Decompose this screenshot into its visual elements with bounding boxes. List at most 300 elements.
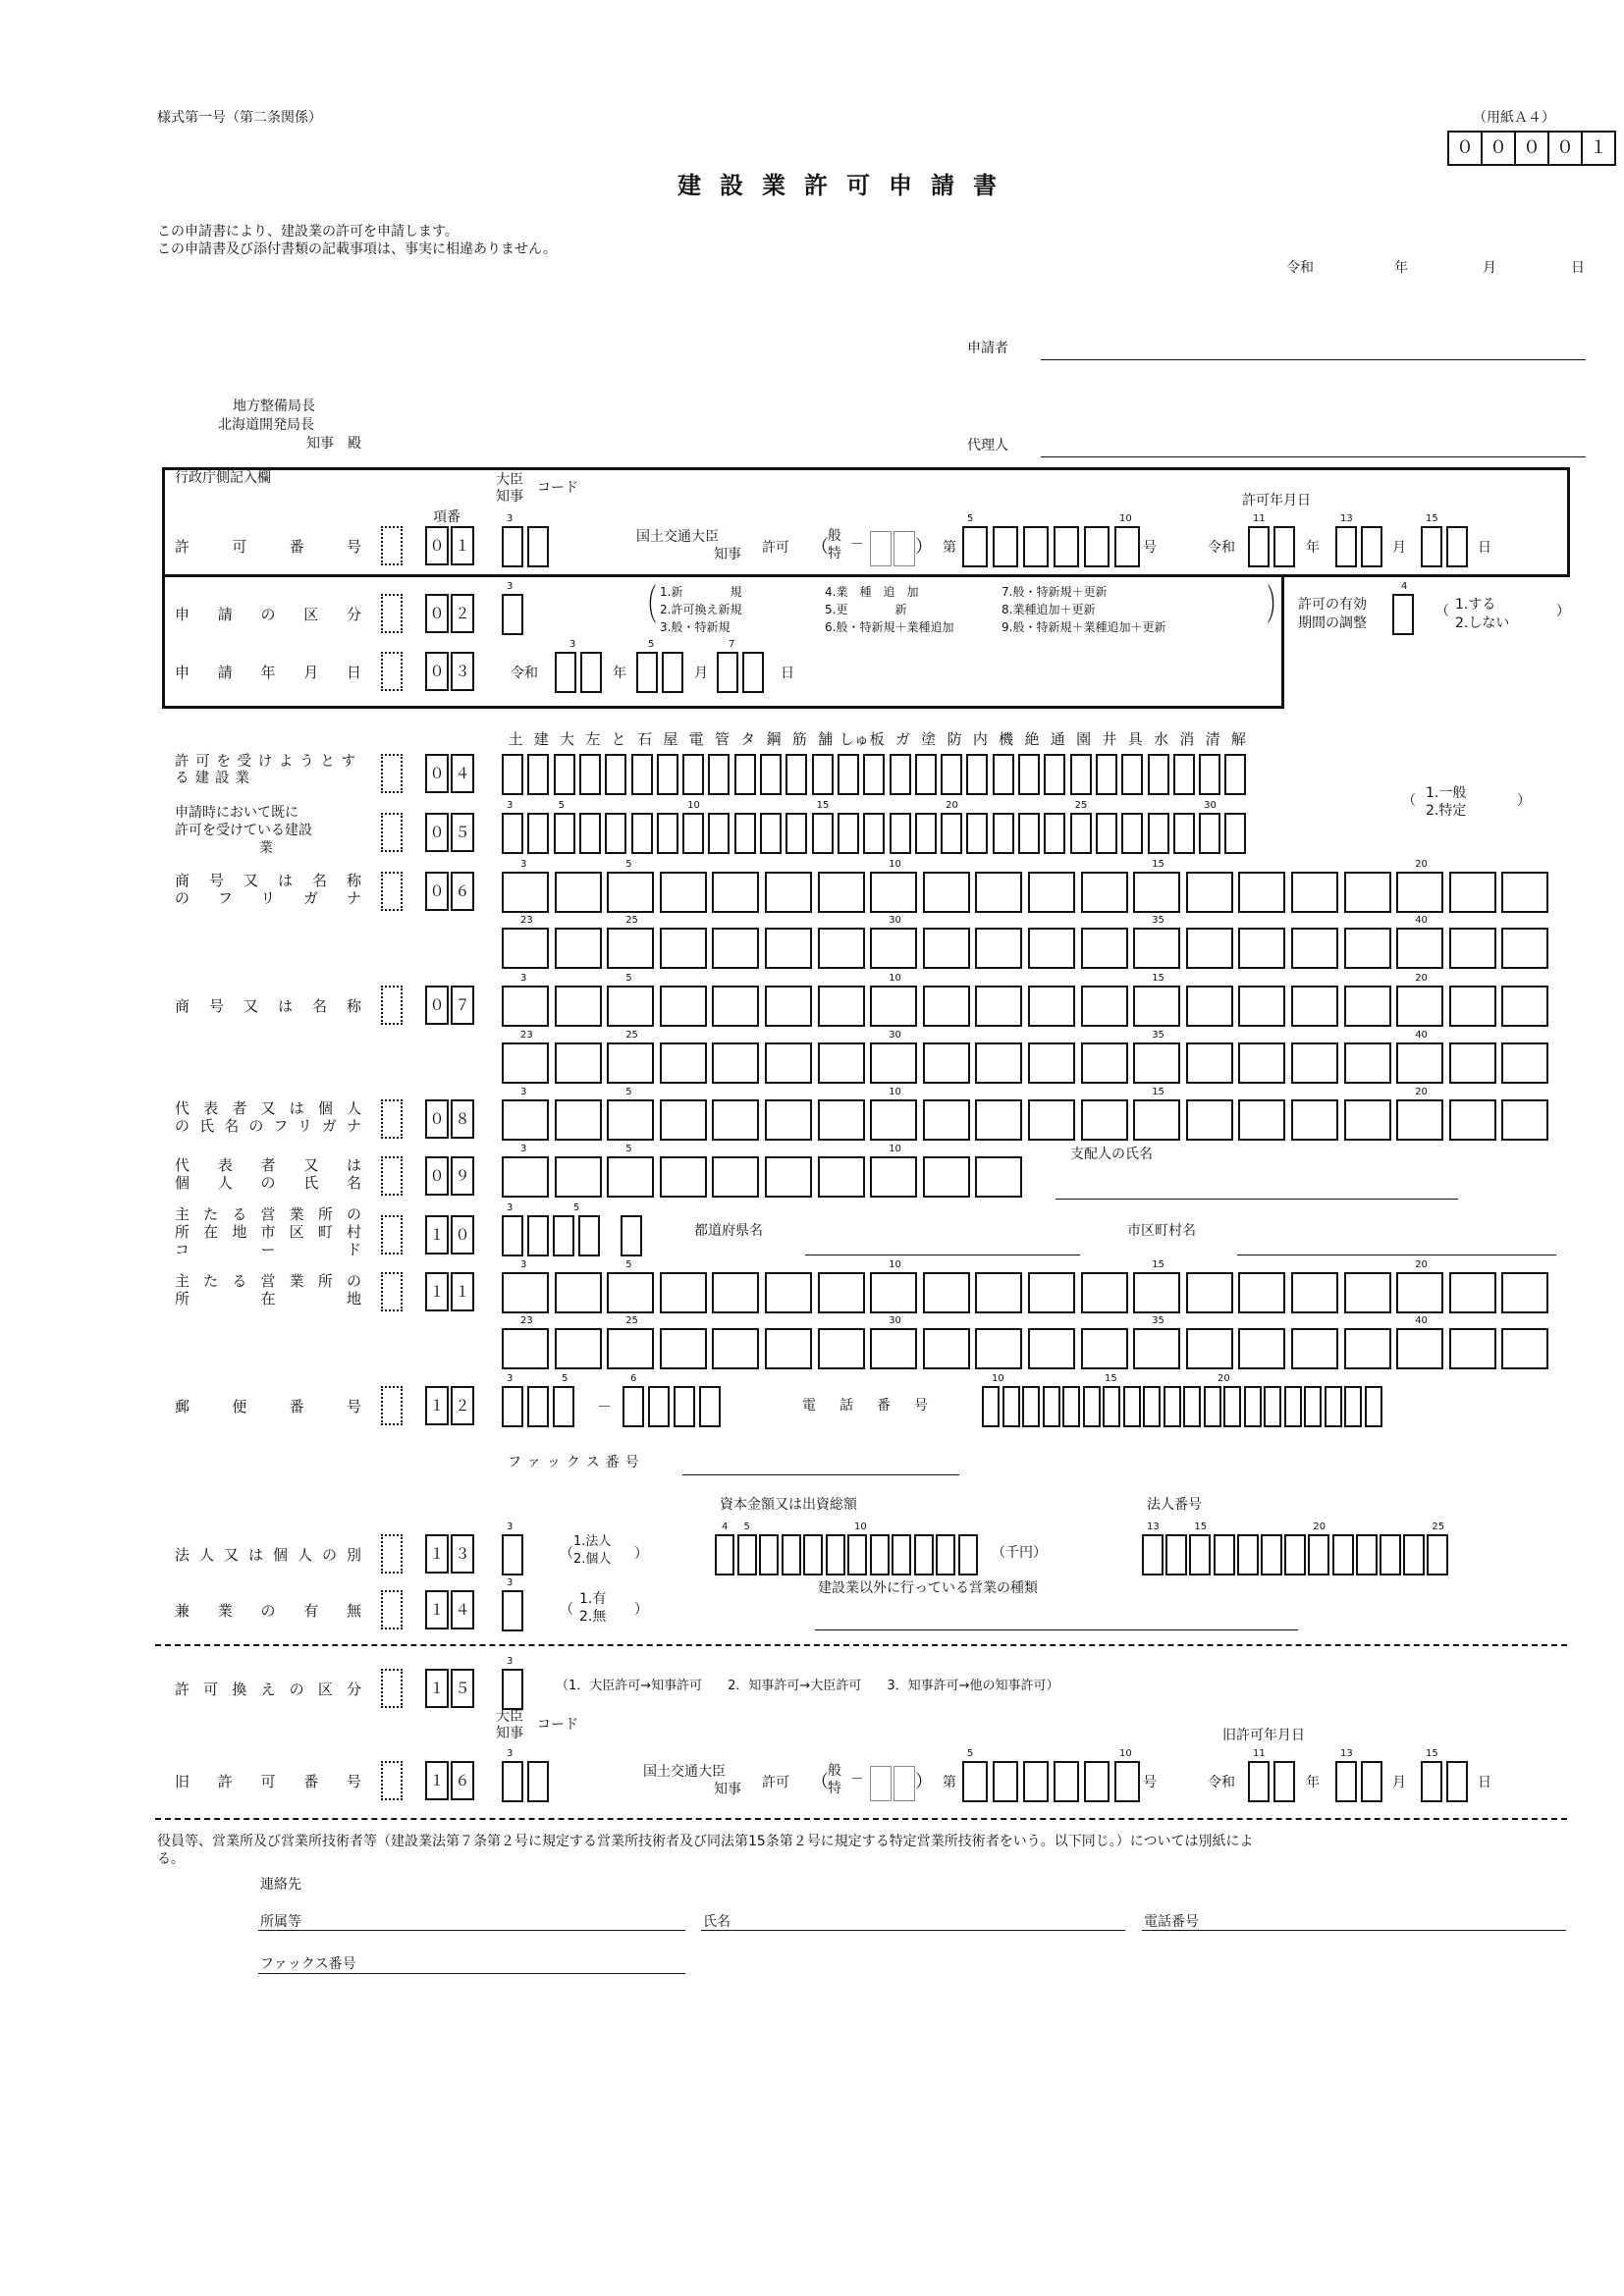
row16-check[interactable]	[381, 1761, 403, 1800]
licensed-trade-box[interactable]	[785, 813, 807, 854]
kengyo-box[interactable]	[502, 1590, 523, 1631]
char-box[interactable]	[923, 1272, 970, 1313]
char-box[interactable]	[870, 1328, 917, 1369]
char-box[interactable]	[1449, 1328, 1496, 1369]
char-box[interactable]	[1028, 928, 1075, 969]
char-box[interactable]	[1028, 1272, 1075, 1313]
char-box[interactable]	[975, 986, 1022, 1027]
licensed-trade-box[interactable]	[657, 813, 678, 854]
capital-box[interactable]	[826, 1534, 845, 1575]
licensed-trade-box[interactable]	[1096, 813, 1117, 854]
houjin-number-box[interactable]	[1189, 1534, 1211, 1575]
licensed-trade-box[interactable]	[734, 813, 756, 854]
fax2-field[interactable]	[258, 1973, 685, 1974]
capital-box[interactable]	[914, 1534, 934, 1575]
char-box[interactable]	[1133, 1272, 1180, 1313]
tel-box[interactable]	[1083, 1386, 1101, 1427]
trade-box[interactable]	[915, 754, 937, 795]
trade-box[interactable]	[1199, 754, 1220, 795]
licensed-trade-box[interactable]	[1199, 813, 1220, 854]
char-box[interactable]	[712, 1042, 759, 1084]
postal-box[interactable]	[674, 1386, 695, 1427]
char-box[interactable]	[1291, 1099, 1338, 1141]
licensed-trade-box[interactable]	[1173, 813, 1195, 854]
char-box[interactable]	[765, 1042, 812, 1084]
char-box[interactable]	[607, 986, 654, 1027]
digit-box[interactable]	[1114, 526, 1140, 567]
tel-box[interactable]	[982, 1386, 1000, 1427]
capital-box[interactable]	[782, 1534, 801, 1575]
trade-box[interactable]	[1070, 754, 1092, 795]
char-box[interactable]	[1186, 928, 1233, 969]
char-box[interactable]	[1396, 1099, 1443, 1141]
char-box[interactable]	[870, 1156, 917, 1198]
char-box[interactable]	[1028, 1042, 1075, 1084]
char-box[interactable]	[1501, 872, 1548, 913]
licensed-trade-box[interactable]	[1148, 813, 1169, 854]
char-box[interactable]	[1291, 1328, 1338, 1369]
char-box[interactable]	[1133, 1099, 1180, 1141]
trade-box[interactable]	[682, 754, 704, 795]
char-box[interactable]	[923, 1328, 970, 1369]
char-box[interactable]	[502, 1156, 549, 1198]
row01-code-box[interactable]	[527, 526, 549, 567]
char-box[interactable]	[555, 1328, 602, 1369]
char-box[interactable]	[975, 1272, 1022, 1313]
char-box[interactable]	[660, 1272, 707, 1313]
char-box[interactable]	[1081, 1099, 1128, 1141]
char-box[interactable]	[1238, 1042, 1285, 1084]
tel-box[interactable]	[1264, 1386, 1281, 1427]
row02-check[interactable]	[381, 594, 403, 633]
char-box[interactable]	[1291, 928, 1338, 969]
trade-box[interactable]	[657, 754, 678, 795]
char-box[interactable]	[765, 986, 812, 1027]
char-box[interactable]	[818, 1042, 865, 1084]
trade-box[interactable]	[966, 754, 988, 795]
capital-box[interactable]	[958, 1534, 978, 1575]
old-code-box[interactable]	[527, 1761, 549, 1802]
kae-box[interactable]	[502, 1669, 523, 1710]
tel-box[interactable]	[1123, 1386, 1141, 1427]
char-box[interactable]	[818, 1272, 865, 1313]
row08-check[interactable]	[381, 1099, 403, 1139]
char-box[interactable]	[660, 928, 707, 969]
char-box[interactable]	[1344, 1328, 1391, 1369]
char-box[interactable]	[502, 986, 549, 1027]
tel-box[interactable]	[1304, 1386, 1322, 1427]
capital-box[interactable]	[847, 1534, 867, 1575]
year-box[interactable]	[1248, 1761, 1270, 1802]
char-box[interactable]	[1081, 872, 1128, 913]
trade-box[interactable]	[760, 754, 782, 795]
digit-box[interactable]	[962, 526, 988, 567]
houjin-number-box[interactable]	[1427, 1534, 1448, 1575]
trade-box[interactable]	[554, 754, 575, 795]
licensed-trade-box[interactable]	[760, 813, 782, 854]
char-box[interactable]	[1081, 1042, 1128, 1084]
char-box[interactable]	[1133, 872, 1180, 913]
licensed-trade-box[interactable]	[1070, 813, 1092, 854]
kengyo-type-field[interactable]	[815, 1629, 1298, 1630]
month-box[interactable]	[1335, 1761, 1357, 1802]
validity-box[interactable]	[1392, 594, 1414, 635]
applicant-field[interactable]	[1041, 359, 1586, 360]
trade-box[interactable]	[890, 754, 911, 795]
char-box[interactable]	[1449, 1272, 1496, 1313]
licensed-trade-box[interactable]	[863, 813, 885, 854]
char-box[interactable]	[923, 1042, 970, 1084]
month-box[interactable]	[1361, 1761, 1382, 1802]
char-box[interactable]	[765, 1099, 812, 1141]
char-box[interactable]	[1028, 1328, 1075, 1369]
day-box[interactable]	[742, 652, 764, 693]
char-box[interactable]	[1344, 1272, 1391, 1313]
char-box[interactable]	[1396, 928, 1443, 969]
tel-box[interactable]	[1204, 1386, 1221, 1427]
houjin-number-box[interactable]	[1403, 1534, 1425, 1575]
char-box[interactable]	[765, 928, 812, 969]
char-box[interactable]	[607, 1042, 654, 1084]
char-box[interactable]	[1449, 1099, 1496, 1141]
trade-box[interactable]	[1018, 754, 1040, 795]
trade-box[interactable]	[579, 754, 601, 795]
char-box[interactable]	[1186, 1042, 1233, 1084]
capital-box[interactable]	[803, 1534, 823, 1575]
trade-box[interactable]	[838, 754, 859, 795]
tel-box[interactable]	[1143, 1386, 1161, 1427]
houjin-number-box[interactable]	[1142, 1534, 1164, 1575]
trade-box[interactable]	[734, 754, 756, 795]
char-box[interactable]	[1291, 872, 1338, 913]
month-box[interactable]	[1335, 526, 1357, 567]
char-box[interactable]	[502, 1328, 549, 1369]
char-box[interactable]	[1344, 1099, 1391, 1141]
char-box[interactable]	[1396, 1272, 1443, 1313]
char-box[interactable]	[607, 1328, 654, 1369]
char-box[interactable]	[712, 872, 759, 913]
postal-box[interactable]	[699, 1386, 721, 1427]
day-box[interactable]	[717, 652, 738, 693]
houjin-number-box[interactable]	[1332, 1534, 1354, 1575]
char-box[interactable]	[1501, 986, 1548, 1027]
trade-box[interactable]	[812, 754, 834, 795]
licensed-trade-box[interactable]	[838, 813, 859, 854]
trade-box[interactable]	[1173, 754, 1195, 795]
char-box[interactable]	[1133, 986, 1180, 1027]
old-type-box[interactable]	[870, 1766, 892, 1801]
char-box[interactable]	[1238, 928, 1285, 969]
year-box[interactable]	[580, 652, 602, 693]
capital-box[interactable]	[870, 1534, 890, 1575]
trade-box[interactable]	[708, 754, 730, 795]
char-box[interactable]	[818, 872, 865, 913]
trade-box[interactable]	[605, 754, 626, 795]
licensed-trade-box[interactable]	[631, 813, 653, 854]
capital-box[interactable]	[892, 1534, 911, 1575]
year-box[interactable]	[555, 652, 576, 693]
char-box[interactable]	[818, 928, 865, 969]
licensed-trade-box[interactable]	[1044, 813, 1065, 854]
char-box[interactable]	[975, 1156, 1022, 1198]
char-box[interactable]	[975, 1042, 1022, 1084]
char-box[interactable]	[975, 1099, 1022, 1141]
char-box[interactable]	[870, 986, 917, 1027]
char-box[interactable]	[1238, 1272, 1285, 1313]
char-box[interactable]	[1501, 928, 1548, 969]
char-box[interactable]	[1081, 1272, 1128, 1313]
char-box[interactable]	[1449, 1042, 1496, 1084]
char-box[interactable]	[870, 928, 917, 969]
licensed-trade-box[interactable]	[605, 813, 626, 854]
char-box[interactable]	[818, 1099, 865, 1141]
char-box[interactable]	[870, 872, 917, 913]
licensed-trade-box[interactable]	[1224, 813, 1246, 854]
licensed-trade-box[interactable]	[579, 813, 601, 854]
char-box[interactable]	[923, 1099, 970, 1141]
row01-code-box[interactable]	[502, 526, 523, 567]
postal-box[interactable]	[502, 1386, 523, 1427]
char-box[interactable]	[607, 1099, 654, 1141]
char-box[interactable]	[712, 986, 759, 1027]
row01-check[interactable]	[381, 526, 403, 565]
city-code-box[interactable]	[502, 1215, 523, 1256]
fax-field[interactable]	[682, 1474, 959, 1475]
char-box[interactable]	[660, 872, 707, 913]
char-box[interactable]	[502, 1272, 549, 1313]
digit-box[interactable]	[1023, 526, 1049, 567]
char-box[interactable]	[712, 1328, 759, 1369]
trade-box[interactable]	[1148, 754, 1169, 795]
tel-box[interactable]	[1325, 1386, 1342, 1427]
month-box[interactable]	[1361, 526, 1382, 567]
char-box[interactable]	[1081, 986, 1128, 1027]
city-code-box[interactable]	[621, 1215, 642, 1256]
digit-box[interactable]	[1114, 1761, 1140, 1802]
char-box[interactable]	[607, 872, 654, 913]
digit-box[interactable]	[1023, 1761, 1049, 1802]
char-box[interactable]	[660, 1042, 707, 1084]
char-box[interactable]	[555, 1099, 602, 1141]
char-box[interactable]	[555, 1042, 602, 1084]
licensed-trade-box[interactable]	[1121, 813, 1143, 854]
postal-box[interactable]	[648, 1386, 670, 1427]
char-box[interactable]	[923, 928, 970, 969]
phone-field[interactable]	[1142, 1930, 1566, 1931]
char-box[interactable]	[660, 986, 707, 1027]
tel-box[interactable]	[1164, 1386, 1181, 1427]
char-box[interactable]	[555, 1156, 602, 1198]
char-box[interactable]	[607, 1272, 654, 1313]
char-box[interactable]	[1291, 1042, 1338, 1084]
trade-box[interactable]	[502, 754, 523, 795]
row05-check[interactable]	[381, 813, 403, 852]
char-box[interactable]	[923, 1156, 970, 1198]
char-box[interactable]	[555, 928, 602, 969]
old-code-box[interactable]	[502, 1761, 523, 1802]
char-box[interactable]	[975, 1328, 1022, 1369]
year-box[interactable]	[1248, 526, 1270, 567]
char-box[interactable]	[765, 1328, 812, 1369]
trade-box[interactable]	[527, 754, 549, 795]
tel-box[interactable]	[1103, 1386, 1120, 1427]
houjin-number-box[interactable]	[1237, 1534, 1259, 1575]
day-box[interactable]	[1446, 1761, 1468, 1802]
postal-box[interactable]	[527, 1386, 549, 1427]
char-box[interactable]	[712, 1272, 759, 1313]
row12-check[interactable]	[381, 1386, 403, 1425]
char-box[interactable]	[1238, 1099, 1285, 1141]
capital-box[interactable]	[715, 1534, 734, 1575]
licensed-trade-box[interactable]	[502, 813, 523, 854]
row07-check[interactable]	[381, 986, 403, 1025]
trade-box[interactable]	[1044, 754, 1065, 795]
day-box[interactable]	[1421, 1761, 1442, 1802]
city-code-box[interactable]	[578, 1215, 600, 1256]
char-box[interactable]	[1501, 1042, 1548, 1084]
trade-box[interactable]	[941, 754, 962, 795]
char-box[interactable]	[1501, 1328, 1548, 1369]
char-box[interactable]	[923, 872, 970, 913]
digit-box[interactable]	[993, 1761, 1018, 1802]
char-box[interactable]	[502, 1099, 549, 1141]
licensed-trade-box[interactable]	[941, 813, 962, 854]
licensed-trade-box[interactable]	[527, 813, 549, 854]
day-box[interactable]	[1421, 526, 1442, 567]
capital-box[interactable]	[737, 1534, 757, 1575]
old-type-box[interactable]	[893, 1766, 915, 1801]
char-box[interactable]	[1291, 986, 1338, 1027]
row13-check[interactable]	[381, 1534, 403, 1574]
char-box[interactable]	[765, 872, 812, 913]
char-box[interactable]	[1396, 986, 1443, 1027]
char-box[interactable]	[502, 928, 549, 969]
shihainin-field[interactable]	[1056, 1199, 1458, 1200]
row15-check[interactable]	[381, 1669, 403, 1708]
row01-type-box[interactable]	[893, 531, 915, 566]
char-box[interactable]	[1449, 986, 1496, 1027]
licensed-trade-box[interactable]	[1018, 813, 1040, 854]
char-box[interactable]	[1081, 1328, 1128, 1369]
licensed-trade-box[interactable]	[966, 813, 988, 854]
char-box[interactable]	[1238, 986, 1285, 1027]
char-box[interactable]	[712, 928, 759, 969]
char-box[interactable]	[1501, 1099, 1548, 1141]
char-box[interactable]	[765, 1156, 812, 1198]
row04-check[interactable]	[381, 754, 403, 793]
char-box[interactable]	[660, 1099, 707, 1141]
char-box[interactable]	[1133, 1042, 1180, 1084]
char-box[interactable]	[818, 1328, 865, 1369]
trade-box[interactable]	[993, 754, 1014, 795]
capital-box[interactable]	[936, 1534, 955, 1575]
char-box[interactable]	[502, 1042, 549, 1084]
name-field[interactable]	[701, 1930, 1125, 1931]
digit-box[interactable]	[962, 1761, 988, 1802]
houjin-number-box[interactable]	[1261, 1534, 1282, 1575]
char-box[interactable]	[1186, 1328, 1233, 1369]
city-code-box[interactable]	[553, 1215, 574, 1256]
char-box[interactable]	[765, 1272, 812, 1313]
char-box[interactable]	[1028, 986, 1075, 1027]
char-box[interactable]	[1291, 1272, 1338, 1313]
digit-box[interactable]	[1054, 526, 1079, 567]
day-box[interactable]	[1446, 526, 1468, 567]
tel-box[interactable]	[1002, 1386, 1020, 1427]
char-box[interactable]	[1186, 986, 1233, 1027]
char-box[interactable]	[1344, 1042, 1391, 1084]
char-box[interactable]	[502, 872, 549, 913]
houjin-number-box[interactable]	[1165, 1534, 1187, 1575]
row03-check[interactable]	[381, 652, 403, 691]
row10-check[interactable]	[381, 1215, 403, 1255]
char-box[interactable]	[607, 1156, 654, 1198]
char-box[interactable]	[870, 1099, 917, 1141]
char-box[interactable]	[1133, 928, 1180, 969]
trade-box[interactable]	[1096, 754, 1117, 795]
tel-box[interactable]	[1022, 1386, 1040, 1427]
trade-box[interactable]	[631, 754, 653, 795]
char-box[interactable]	[870, 1042, 917, 1084]
char-box[interactable]	[818, 1156, 865, 1198]
tel-box[interactable]	[1062, 1386, 1080, 1427]
licensed-trade-box[interactable]	[890, 813, 911, 854]
houjin-number-box[interactable]	[1380, 1534, 1401, 1575]
month-box[interactable]	[662, 652, 683, 693]
char-box[interactable]	[1396, 1042, 1443, 1084]
char-box[interactable]	[1344, 928, 1391, 969]
month-box[interactable]	[636, 652, 658, 693]
tel-box[interactable]	[1183, 1386, 1201, 1427]
trade-box[interactable]	[1224, 754, 1246, 795]
char-box[interactable]	[555, 986, 602, 1027]
char-box[interactable]	[818, 986, 865, 1027]
licensed-trade-box[interactable]	[554, 813, 575, 854]
char-box[interactable]	[1344, 872, 1391, 913]
tel-box[interactable]	[1284, 1386, 1302, 1427]
tel-box[interactable]	[1223, 1386, 1241, 1427]
capital-box[interactable]	[759, 1534, 779, 1575]
char-box[interactable]	[1344, 986, 1391, 1027]
char-box[interactable]	[1501, 1272, 1548, 1313]
postal-box[interactable]	[553, 1386, 574, 1427]
digit-box[interactable]	[993, 526, 1018, 567]
char-box[interactable]	[975, 872, 1022, 913]
trade-box[interactable]	[863, 754, 885, 795]
digit-box[interactable]	[1054, 1761, 1079, 1802]
char-box[interactable]	[660, 1156, 707, 1198]
char-box[interactable]	[870, 1272, 917, 1313]
postal-box[interactable]	[623, 1386, 644, 1427]
row09-check[interactable]	[381, 1156, 403, 1196]
row01-type-box[interactable]	[870, 531, 892, 566]
row14-check[interactable]	[381, 1590, 403, 1629]
trade-box[interactable]	[1121, 754, 1143, 795]
char-box[interactable]	[1186, 1272, 1233, 1313]
licensed-trade-box[interactable]	[812, 813, 834, 854]
char-box[interactable]	[1396, 1328, 1443, 1369]
houjin-number-box[interactable]	[1284, 1534, 1306, 1575]
char-box[interactable]	[1186, 1099, 1233, 1141]
digit-box[interactable]	[1084, 526, 1110, 567]
row06-check[interactable]	[381, 872, 403, 911]
char-box[interactable]	[712, 1156, 759, 1198]
houjin-number-box[interactable]	[1214, 1534, 1235, 1575]
char-box[interactable]	[1449, 872, 1496, 913]
digit-box[interactable]	[1084, 1761, 1110, 1802]
licensed-trade-box[interactable]	[993, 813, 1014, 854]
houjin-kojin-box[interactable]	[502, 1534, 523, 1575]
